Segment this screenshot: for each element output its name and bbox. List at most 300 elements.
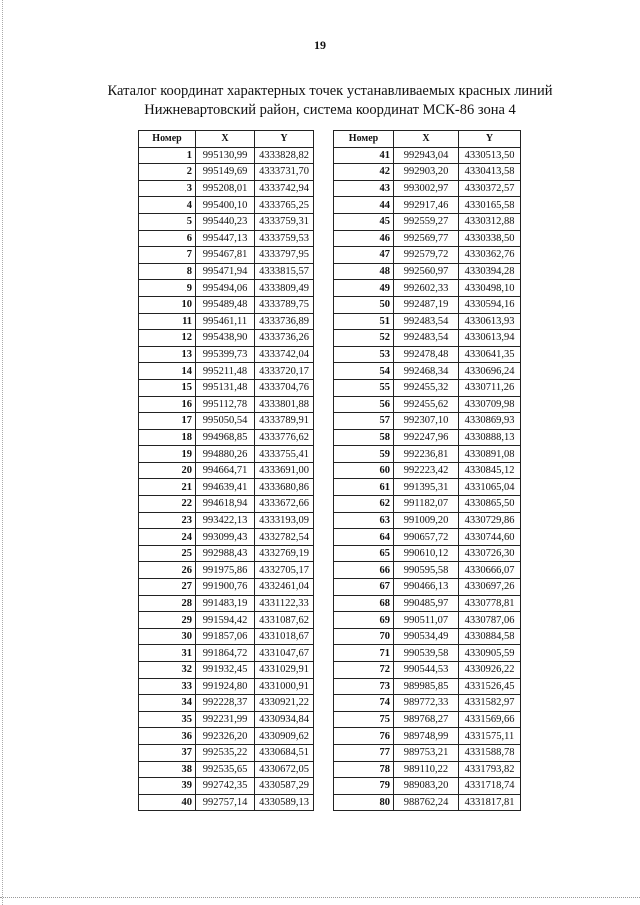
table-row bbox=[139, 346, 314, 363]
point-number: 13 bbox=[139, 346, 196, 363]
y-coordinate: 4333680,86 bbox=[255, 479, 314, 496]
table-row bbox=[139, 761, 314, 778]
point-number: 78 bbox=[334, 761, 394, 778]
scan-left-edge bbox=[2, 0, 4, 905]
y-coordinate: 4330869,93 bbox=[459, 413, 521, 430]
table-row bbox=[334, 413, 521, 430]
x-coordinate: 988762,24 bbox=[394, 794, 459, 811]
point-number: 14 bbox=[139, 363, 196, 380]
point-number: 7 bbox=[139, 247, 196, 264]
point-number: 77 bbox=[334, 744, 394, 761]
y-coordinate: 4332769,19 bbox=[255, 545, 314, 562]
x-coordinate: 990544,53 bbox=[394, 662, 459, 679]
point-number: 32 bbox=[139, 662, 196, 679]
table-row bbox=[334, 147, 521, 164]
y-coordinate: 4331817,81 bbox=[459, 794, 521, 811]
x-coordinate: 990595,58 bbox=[394, 562, 459, 579]
point-number: 59 bbox=[334, 446, 394, 463]
table-row bbox=[334, 330, 521, 347]
y-coordinate: 4330594,16 bbox=[459, 296, 521, 313]
y-coordinate: 4330845,12 bbox=[459, 462, 521, 479]
y-coordinate: 4331718,74 bbox=[459, 778, 521, 795]
point-number: 27 bbox=[139, 579, 196, 596]
x-coordinate: 992917,46 bbox=[394, 197, 459, 214]
x-coordinate: 992742,35 bbox=[196, 778, 255, 795]
point-number: 63 bbox=[334, 512, 394, 529]
table-row bbox=[334, 429, 521, 446]
table-row bbox=[139, 645, 314, 662]
table-row bbox=[139, 446, 314, 463]
table-row bbox=[334, 595, 521, 612]
y-coordinate: 4330613,93 bbox=[459, 313, 521, 330]
x-coordinate: 995208,01 bbox=[196, 180, 255, 197]
point-number: 20 bbox=[139, 462, 196, 479]
y-coordinate: 4330884,58 bbox=[459, 628, 521, 645]
point-number: 68 bbox=[334, 595, 394, 612]
y-coordinate: 4333759,31 bbox=[255, 213, 314, 230]
point-number: 73 bbox=[334, 678, 394, 695]
y-coordinate: 4330587,29 bbox=[255, 778, 314, 795]
table-row bbox=[334, 662, 521, 679]
page-title bbox=[60, 82, 600, 120]
point-number: 36 bbox=[139, 728, 196, 745]
table-row bbox=[334, 728, 521, 745]
table-row bbox=[334, 197, 521, 214]
coordinates-table-right bbox=[333, 130, 521, 811]
y-coordinate: 4333828,82 bbox=[255, 147, 314, 164]
y-coordinate: 4330338,50 bbox=[459, 230, 521, 247]
y-coordinate: 4333736,89 bbox=[255, 313, 314, 330]
title-line-1: Каталог координат характерных точек устанавливаемых красных линий bbox=[107, 83, 553, 99]
y-coordinate: 4330934,84 bbox=[255, 711, 314, 728]
x-coordinate: 990485,97 bbox=[394, 595, 459, 612]
x-coordinate: 989768,27 bbox=[394, 711, 459, 728]
table-row bbox=[334, 612, 521, 629]
x-coordinate: 991009,20 bbox=[394, 512, 459, 529]
x-coordinate: 995438,90 bbox=[196, 330, 255, 347]
x-coordinate: 989110,22 bbox=[394, 761, 459, 778]
y-coordinate: 4330362,76 bbox=[459, 247, 521, 264]
x-coordinate: 992579,72 bbox=[394, 247, 459, 264]
x-coordinate: 992535,22 bbox=[196, 744, 255, 761]
point-number: 30 bbox=[139, 628, 196, 645]
x-coordinate: 992223,42 bbox=[394, 462, 459, 479]
x-coordinate: 992903,20 bbox=[394, 164, 459, 181]
y-coordinate: 4330787,06 bbox=[459, 612, 521, 629]
point-number: 26 bbox=[139, 562, 196, 579]
y-coordinate: 4333801,88 bbox=[255, 396, 314, 413]
point-number: 51 bbox=[334, 313, 394, 330]
point-number: 1 bbox=[139, 147, 196, 164]
table-row bbox=[139, 695, 314, 712]
x-coordinate: 992468,34 bbox=[394, 363, 459, 380]
point-number: 45 bbox=[334, 213, 394, 230]
point-number: 28 bbox=[139, 595, 196, 612]
x-coordinate: 995131,48 bbox=[196, 379, 255, 396]
y-coordinate: 4330372,57 bbox=[459, 180, 521, 197]
point-number: 47 bbox=[334, 247, 394, 264]
table-row bbox=[139, 363, 314, 380]
y-coordinate: 4330891,08 bbox=[459, 446, 521, 463]
x-coordinate: 995400,10 bbox=[196, 197, 255, 214]
x-coordinate: 990610,12 bbox=[394, 545, 459, 562]
table-row bbox=[334, 296, 521, 313]
header-num: Номер bbox=[139, 131, 196, 148]
point-number: 57 bbox=[334, 413, 394, 430]
x-coordinate: 995112,78 bbox=[196, 396, 255, 413]
y-coordinate: 4333736,26 bbox=[255, 330, 314, 347]
x-coordinate: 992602,33 bbox=[394, 280, 459, 297]
table-row bbox=[139, 662, 314, 679]
y-coordinate: 4330165,58 bbox=[459, 197, 521, 214]
y-coordinate: 4330697,26 bbox=[459, 579, 521, 596]
x-coordinate: 991924,80 bbox=[196, 678, 255, 695]
x-coordinate: 989985,85 bbox=[394, 678, 459, 695]
point-number: 49 bbox=[334, 280, 394, 297]
table-row bbox=[334, 545, 521, 562]
y-coordinate: 4330729,86 bbox=[459, 512, 521, 529]
point-number: 74 bbox=[334, 695, 394, 712]
y-coordinate: 4330709,98 bbox=[459, 396, 521, 413]
table-row bbox=[139, 744, 314, 761]
x-coordinate: 992560,97 bbox=[394, 263, 459, 280]
y-coordinate: 4333789,91 bbox=[255, 413, 314, 430]
table-row bbox=[334, 164, 521, 181]
table-row bbox=[139, 562, 314, 579]
point-number: 11 bbox=[139, 313, 196, 330]
x-coordinate: 995130,99 bbox=[196, 147, 255, 164]
x-coordinate: 990539,58 bbox=[394, 645, 459, 662]
table-row bbox=[139, 313, 314, 330]
y-coordinate: 4330926,22 bbox=[459, 662, 521, 679]
y-coordinate: 4333731,70 bbox=[255, 164, 314, 181]
y-coordinate: 4331018,67 bbox=[255, 628, 314, 645]
table-row bbox=[334, 761, 521, 778]
y-coordinate: 4333193,09 bbox=[255, 512, 314, 529]
point-number: 62 bbox=[334, 496, 394, 513]
table-row bbox=[139, 147, 314, 164]
table-row bbox=[334, 562, 521, 579]
y-coordinate: 4331047,67 bbox=[255, 645, 314, 662]
coordinates-table-left bbox=[138, 130, 314, 811]
table-row bbox=[334, 744, 521, 761]
x-coordinate: 993099,43 bbox=[196, 529, 255, 546]
x-coordinate: 991932,45 bbox=[196, 662, 255, 679]
point-number: 80 bbox=[334, 794, 394, 811]
point-number: 52 bbox=[334, 330, 394, 347]
point-number: 64 bbox=[334, 529, 394, 546]
x-coordinate: 992236,81 bbox=[394, 446, 459, 463]
x-coordinate: 992569,77 bbox=[394, 230, 459, 247]
point-number: 17 bbox=[139, 413, 196, 430]
table-row bbox=[139, 379, 314, 396]
y-coordinate: 4330413,58 bbox=[459, 164, 521, 181]
x-coordinate: 990657,72 bbox=[394, 529, 459, 546]
point-number: 44 bbox=[334, 197, 394, 214]
table-header-row bbox=[139, 131, 314, 148]
x-coordinate: 991594,42 bbox=[196, 612, 255, 629]
y-coordinate: 4331065,04 bbox=[459, 479, 521, 496]
table-row bbox=[334, 230, 521, 247]
table-row bbox=[139, 595, 314, 612]
title-line-2: Нижневартовский район, система координат МСК-86 зона 4 bbox=[144, 102, 516, 118]
table-row bbox=[334, 346, 521, 363]
point-number: 6 bbox=[139, 230, 196, 247]
header-y: Y bbox=[459, 131, 521, 148]
y-coordinate: 4330711,26 bbox=[459, 379, 521, 396]
point-number: 4 bbox=[139, 197, 196, 214]
scan-bottom-edge bbox=[0, 897, 640, 899]
point-number: 54 bbox=[334, 363, 394, 380]
table-row bbox=[139, 496, 314, 513]
point-number: 9 bbox=[139, 280, 196, 297]
y-coordinate: 4330641,35 bbox=[459, 346, 521, 363]
table-row bbox=[139, 413, 314, 430]
x-coordinate: 994968,85 bbox=[196, 429, 255, 446]
table-row bbox=[139, 263, 314, 280]
table-row bbox=[334, 794, 521, 811]
x-coordinate: 995211,48 bbox=[196, 363, 255, 380]
x-coordinate: 995467,81 bbox=[196, 247, 255, 264]
table-row bbox=[139, 628, 314, 645]
point-number: 2 bbox=[139, 164, 196, 181]
y-coordinate: 4331588,78 bbox=[459, 744, 521, 761]
table-row bbox=[139, 164, 314, 181]
point-number: 39 bbox=[139, 778, 196, 795]
point-number: 71 bbox=[334, 645, 394, 662]
y-coordinate: 4330909,62 bbox=[255, 728, 314, 745]
point-number: 38 bbox=[139, 761, 196, 778]
table-row bbox=[334, 462, 521, 479]
y-coordinate: 4330672,05 bbox=[255, 761, 314, 778]
table-row bbox=[334, 512, 521, 529]
table-row bbox=[334, 628, 521, 645]
x-coordinate: 995471,94 bbox=[196, 263, 255, 280]
x-coordinate: 992228,37 bbox=[196, 695, 255, 712]
table-row bbox=[139, 529, 314, 546]
y-coordinate: 4333815,57 bbox=[255, 263, 314, 280]
y-coordinate: 4333691,00 bbox=[255, 462, 314, 479]
y-coordinate: 4330905,59 bbox=[459, 645, 521, 662]
point-number: 67 bbox=[334, 579, 394, 596]
point-number: 66 bbox=[334, 562, 394, 579]
x-coordinate: 992478,48 bbox=[394, 346, 459, 363]
x-coordinate: 991900,76 bbox=[196, 579, 255, 596]
y-coordinate: 4331793,82 bbox=[459, 761, 521, 778]
page-number: 19 bbox=[314, 38, 326, 52]
y-coordinate: 4330744,60 bbox=[459, 529, 521, 546]
table-row bbox=[334, 778, 521, 795]
table-row bbox=[334, 678, 521, 695]
y-coordinate: 4333789,75 bbox=[255, 296, 314, 313]
point-number: 72 bbox=[334, 662, 394, 679]
y-coordinate: 4330888,13 bbox=[459, 429, 521, 446]
table-row bbox=[334, 711, 521, 728]
table-row bbox=[139, 330, 314, 347]
point-number: 21 bbox=[139, 479, 196, 496]
x-coordinate: 989748,99 bbox=[394, 728, 459, 745]
x-coordinate: 991483,19 bbox=[196, 595, 255, 612]
header-num: Номер bbox=[334, 131, 394, 148]
table-row bbox=[334, 579, 521, 596]
point-number: 79 bbox=[334, 778, 394, 795]
table-row bbox=[334, 496, 521, 513]
table-row bbox=[139, 479, 314, 496]
point-number: 53 bbox=[334, 346, 394, 363]
point-number: 16 bbox=[139, 396, 196, 413]
point-number: 65 bbox=[334, 545, 394, 562]
y-coordinate: 4330921,22 bbox=[255, 695, 314, 712]
y-coordinate: 4331575,11 bbox=[459, 728, 521, 745]
x-coordinate: 989772,33 bbox=[394, 695, 459, 712]
x-coordinate: 995489,48 bbox=[196, 296, 255, 313]
x-coordinate: 992455,32 bbox=[394, 379, 459, 396]
y-coordinate: 4330666,07 bbox=[459, 562, 521, 579]
x-coordinate: 992535,65 bbox=[196, 761, 255, 778]
table-row bbox=[139, 545, 314, 562]
table-row bbox=[139, 794, 314, 811]
y-coordinate: 4330513,50 bbox=[459, 147, 521, 164]
header-x: X bbox=[196, 131, 255, 148]
table-row bbox=[139, 678, 314, 695]
x-coordinate: 992307,10 bbox=[394, 413, 459, 430]
x-coordinate: 993422,13 bbox=[196, 512, 255, 529]
point-number: 34 bbox=[139, 695, 196, 712]
x-coordinate: 992483,54 bbox=[394, 313, 459, 330]
x-coordinate: 995399,73 bbox=[196, 346, 255, 363]
y-coordinate: 4331582,97 bbox=[459, 695, 521, 712]
table-row bbox=[139, 711, 314, 728]
point-number: 60 bbox=[334, 462, 394, 479]
table-row bbox=[139, 512, 314, 529]
point-number: 43 bbox=[334, 180, 394, 197]
y-coordinate: 4332705,17 bbox=[255, 562, 314, 579]
y-coordinate: 4330394,28 bbox=[459, 263, 521, 280]
point-number: 76 bbox=[334, 728, 394, 745]
x-coordinate: 992247,96 bbox=[394, 429, 459, 446]
y-coordinate: 4330312,88 bbox=[459, 213, 521, 230]
table-row bbox=[334, 247, 521, 264]
y-coordinate: 4330726,30 bbox=[459, 545, 521, 562]
table-row bbox=[139, 247, 314, 264]
y-coordinate: 4331569,66 bbox=[459, 711, 521, 728]
point-number: 35 bbox=[139, 711, 196, 728]
x-coordinate: 995149,69 bbox=[196, 164, 255, 181]
y-coordinate: 4333765,25 bbox=[255, 197, 314, 214]
table-row bbox=[334, 180, 521, 197]
x-coordinate: 995440,23 bbox=[196, 213, 255, 230]
table-row bbox=[334, 213, 521, 230]
table-row bbox=[139, 197, 314, 214]
point-number: 48 bbox=[334, 263, 394, 280]
y-coordinate: 4330684,51 bbox=[255, 744, 314, 761]
point-number: 3 bbox=[139, 180, 196, 197]
point-number: 69 bbox=[334, 612, 394, 629]
table-row bbox=[334, 645, 521, 662]
x-coordinate: 989753,21 bbox=[394, 744, 459, 761]
point-number: 31 bbox=[139, 645, 196, 662]
x-coordinate: 992326,20 bbox=[196, 728, 255, 745]
y-coordinate: 4333797,95 bbox=[255, 247, 314, 264]
y-coordinate: 4332782,54 bbox=[255, 529, 314, 546]
point-number: 10 bbox=[139, 296, 196, 313]
y-coordinate: 4333759,53 bbox=[255, 230, 314, 247]
y-coordinate: 4333809,49 bbox=[255, 280, 314, 297]
table-header-row bbox=[334, 131, 521, 148]
x-coordinate: 992988,43 bbox=[196, 545, 255, 562]
table-row bbox=[334, 446, 521, 463]
x-coordinate: 995461,11 bbox=[196, 313, 255, 330]
y-coordinate: 4331029,91 bbox=[255, 662, 314, 679]
x-coordinate: 992487,19 bbox=[394, 296, 459, 313]
x-coordinate: 992455,62 bbox=[394, 396, 459, 413]
point-number: 42 bbox=[334, 164, 394, 181]
y-coordinate: 4330613,94 bbox=[459, 330, 521, 347]
table-row bbox=[139, 180, 314, 197]
y-coordinate: 4331087,62 bbox=[255, 612, 314, 629]
table-row bbox=[334, 396, 521, 413]
point-number: 18 bbox=[139, 429, 196, 446]
x-coordinate: 990534,49 bbox=[394, 628, 459, 645]
x-coordinate: 991864,72 bbox=[196, 645, 255, 662]
point-number: 75 bbox=[334, 711, 394, 728]
point-number: 8 bbox=[139, 263, 196, 280]
point-number: 37 bbox=[139, 744, 196, 761]
table-row bbox=[139, 728, 314, 745]
table-row bbox=[334, 379, 521, 396]
table-row bbox=[139, 213, 314, 230]
y-coordinate: 4330778,81 bbox=[459, 595, 521, 612]
x-coordinate: 994618,94 bbox=[196, 496, 255, 513]
x-coordinate: 992757,14 bbox=[196, 794, 255, 811]
table-row bbox=[139, 396, 314, 413]
table-row bbox=[139, 462, 314, 479]
point-number: 58 bbox=[334, 429, 394, 446]
y-coordinate: 4333672,66 bbox=[255, 496, 314, 513]
y-coordinate: 4333720,17 bbox=[255, 363, 314, 380]
point-number: 22 bbox=[139, 496, 196, 513]
x-coordinate: 995494,06 bbox=[196, 280, 255, 297]
x-coordinate: 994664,71 bbox=[196, 462, 255, 479]
y-coordinate: 4331122,33 bbox=[255, 595, 314, 612]
x-coordinate: 990511,07 bbox=[394, 612, 459, 629]
point-number: 23 bbox=[139, 512, 196, 529]
header-y: Y bbox=[255, 131, 314, 148]
x-coordinate: 993002,97 bbox=[394, 180, 459, 197]
y-coordinate: 4333704,76 bbox=[255, 379, 314, 396]
x-coordinate: 991857,06 bbox=[196, 628, 255, 645]
point-number: 12 bbox=[139, 330, 196, 347]
x-coordinate: 989083,20 bbox=[394, 778, 459, 795]
point-number: 41 bbox=[334, 147, 394, 164]
x-coordinate: 992559,27 bbox=[394, 213, 459, 230]
x-coordinate: 994880,26 bbox=[196, 446, 255, 463]
table-row bbox=[334, 313, 521, 330]
table-row bbox=[139, 579, 314, 596]
table-row bbox=[334, 529, 521, 546]
point-number: 46 bbox=[334, 230, 394, 247]
y-coordinate: 4333742,04 bbox=[255, 346, 314, 363]
point-number: 55 bbox=[334, 379, 394, 396]
table-row bbox=[334, 280, 521, 297]
x-coordinate: 991975,86 bbox=[196, 562, 255, 579]
header-x: X bbox=[394, 131, 459, 148]
point-number: 40 bbox=[139, 794, 196, 811]
x-coordinate: 990466,13 bbox=[394, 579, 459, 596]
y-coordinate: 4333755,41 bbox=[255, 446, 314, 463]
point-number: 61 bbox=[334, 479, 394, 496]
y-coordinate: 4331526,45 bbox=[459, 678, 521, 695]
